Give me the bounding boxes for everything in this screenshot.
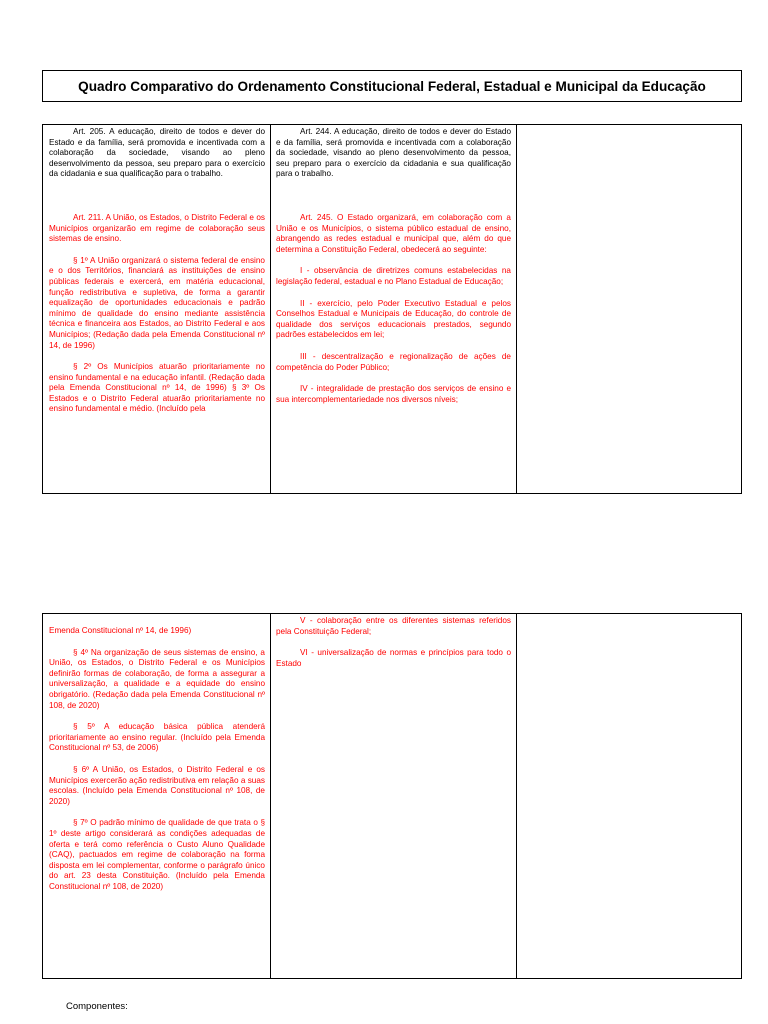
document-title: Quadro Comparativo do Ordenamento Constitucional Federal, Estadual e Municipal da Educação [78, 78, 706, 94]
emenda-continuation-text: Emenda Constitucional nº 14, de 1996) [49, 626, 192, 635]
item-vi-text: VI - universalização de normas e princípios para todo o Estado [276, 648, 511, 668]
document-title-box [42, 70, 742, 102]
paragraph-4-text: § 4º Na organização de seus sistemas de ensino, a União, os Estados, o Distrito Federal e os Municípios definirão formas de colaboração, de forma a assegurar a universalização, a qualidade e a equidade do ensino obrigatório. (Redação dada pela Emenda Constitucional nº 108, de 2020) [49, 647, 265, 710]
comparison-table-2 [42, 613, 742, 979]
comparison-table-1 [42, 124, 742, 494]
paragraph-7-text: § 7º O padrão mínimo de qualidade de que trata o § 1º deste artigo considerará as condições adequadas de oferta e terá como referência o Custo Aluno Qualidade (CAQ), pactuados em regime de colaboração na forma disposta em lei complementar, conforme o parágrafo único do art. 23 desta Constituição. (Incluído pela Emenda Constitucional nº 108, de 2020) [49, 818, 265, 891]
item-iv-text: IV - integralidade de prestação dos serviços de ensino e sua intercomplementariedade nos diversos níveis; [276, 384, 511, 404]
municipal-column [517, 614, 741, 978]
item-ii-text: II - exercício, pelo Poder Executivo Estadual e pelos Conselhos Estadual e Municipais de Educação, do controle de qualidade dos serviços educacionais prestados, segundo padrões estabelecidos em lei; [276, 298, 511, 340]
paragraph-2-text: § 2º Os Municípios atuarão prioritariamente no ensino fundamental e na educação infantil. (Redação dada pela Emenda Constitucional nº 14, de 1996) § 3º Os Estados e o Distrito Federal atuarão prioritariamente no ensino fundamental e médio. (Incluído pela [49, 362, 265, 414]
item-v-text: V - colaboração entre os diferentes sistemas referidos pela Constituição Federal; [276, 616, 511, 636]
components-label: Componentes: [66, 1001, 128, 1012]
art-244-text: Art. 244. A educação, direito de todos e dever do Estado e da família, será promovida e incentivada com a colaboração da sociedade, visando ao pleno desenvolvimento da pessoa, seu preparo para o exercício da cidadania e sua qualificação para o trabalho. [276, 127, 511, 179]
paragraph-6-text: § 6º A União, os Estados, o Distrito Federal e os Municípios exercerão ação redistributiva em relação a suas escolas. (Incluído pela Emenda Constitucional nº 108, de 2020) [49, 764, 265, 806]
art-211-text: Art. 211. A União, os Estados, o Distrito Federal e os Municípios organizarão em regime de colaboração seus sistemas de ensino. [49, 212, 265, 244]
state-column [271, 614, 517, 978]
paragraph-5-text: § 5º A educação básica pública atenderá prioritariamente ao ensino regular. (Incluído pela Emenda Constitucional nº 53, de 2006) [49, 722, 265, 753]
item-iii-text: III - descentralização e regionalização de ações de competência do Poder Público; [276, 351, 511, 372]
paragraph-1-text: § 1º A União organizará o sistema federal de ensino e o dos Territórios, financiará as instituições de ensino públicas federais e exercerá, em matéria educacional, função redistributiva e supletiva, de forma a garantir equalização de oportunidades educacionais e padrão mínimo de qualidade do ensino mediante assistência técnica e financeira aos Estados, ao Distrito Federal e aos Municípios; (Redação dada pela Emenda Constitucional nº 14, de 1996) [49, 255, 265, 350]
art-205-text: Art. 205. A educação, direito de todos e dever do Estado e da família, será promovida e incentivada com a colaboração da sociedade, visando ao pleno desenvolvimento da pessoa, seu preparo para o exercício da cidadania e sua qualificação para o trabalho. [49, 127, 265, 179]
municipal-column [517, 125, 741, 493]
federal-column [43, 125, 271, 493]
art-245-text: Art. 245. O Estado organizará, em colaboração com a União e os Municípios, o sistema público estadual de ensino, abrangendo as redes estadual e municipal que, além do que determina a Constituição Federal, obedecerá ao seguinte: [276, 212, 511, 254]
federal-column [43, 614, 271, 978]
item-i-text: I - observância de diretrizes comuns estabelecidas na legislação federal, estadual e no Plano Estadual de Educação; [276, 266, 511, 286]
state-column [271, 125, 517, 493]
